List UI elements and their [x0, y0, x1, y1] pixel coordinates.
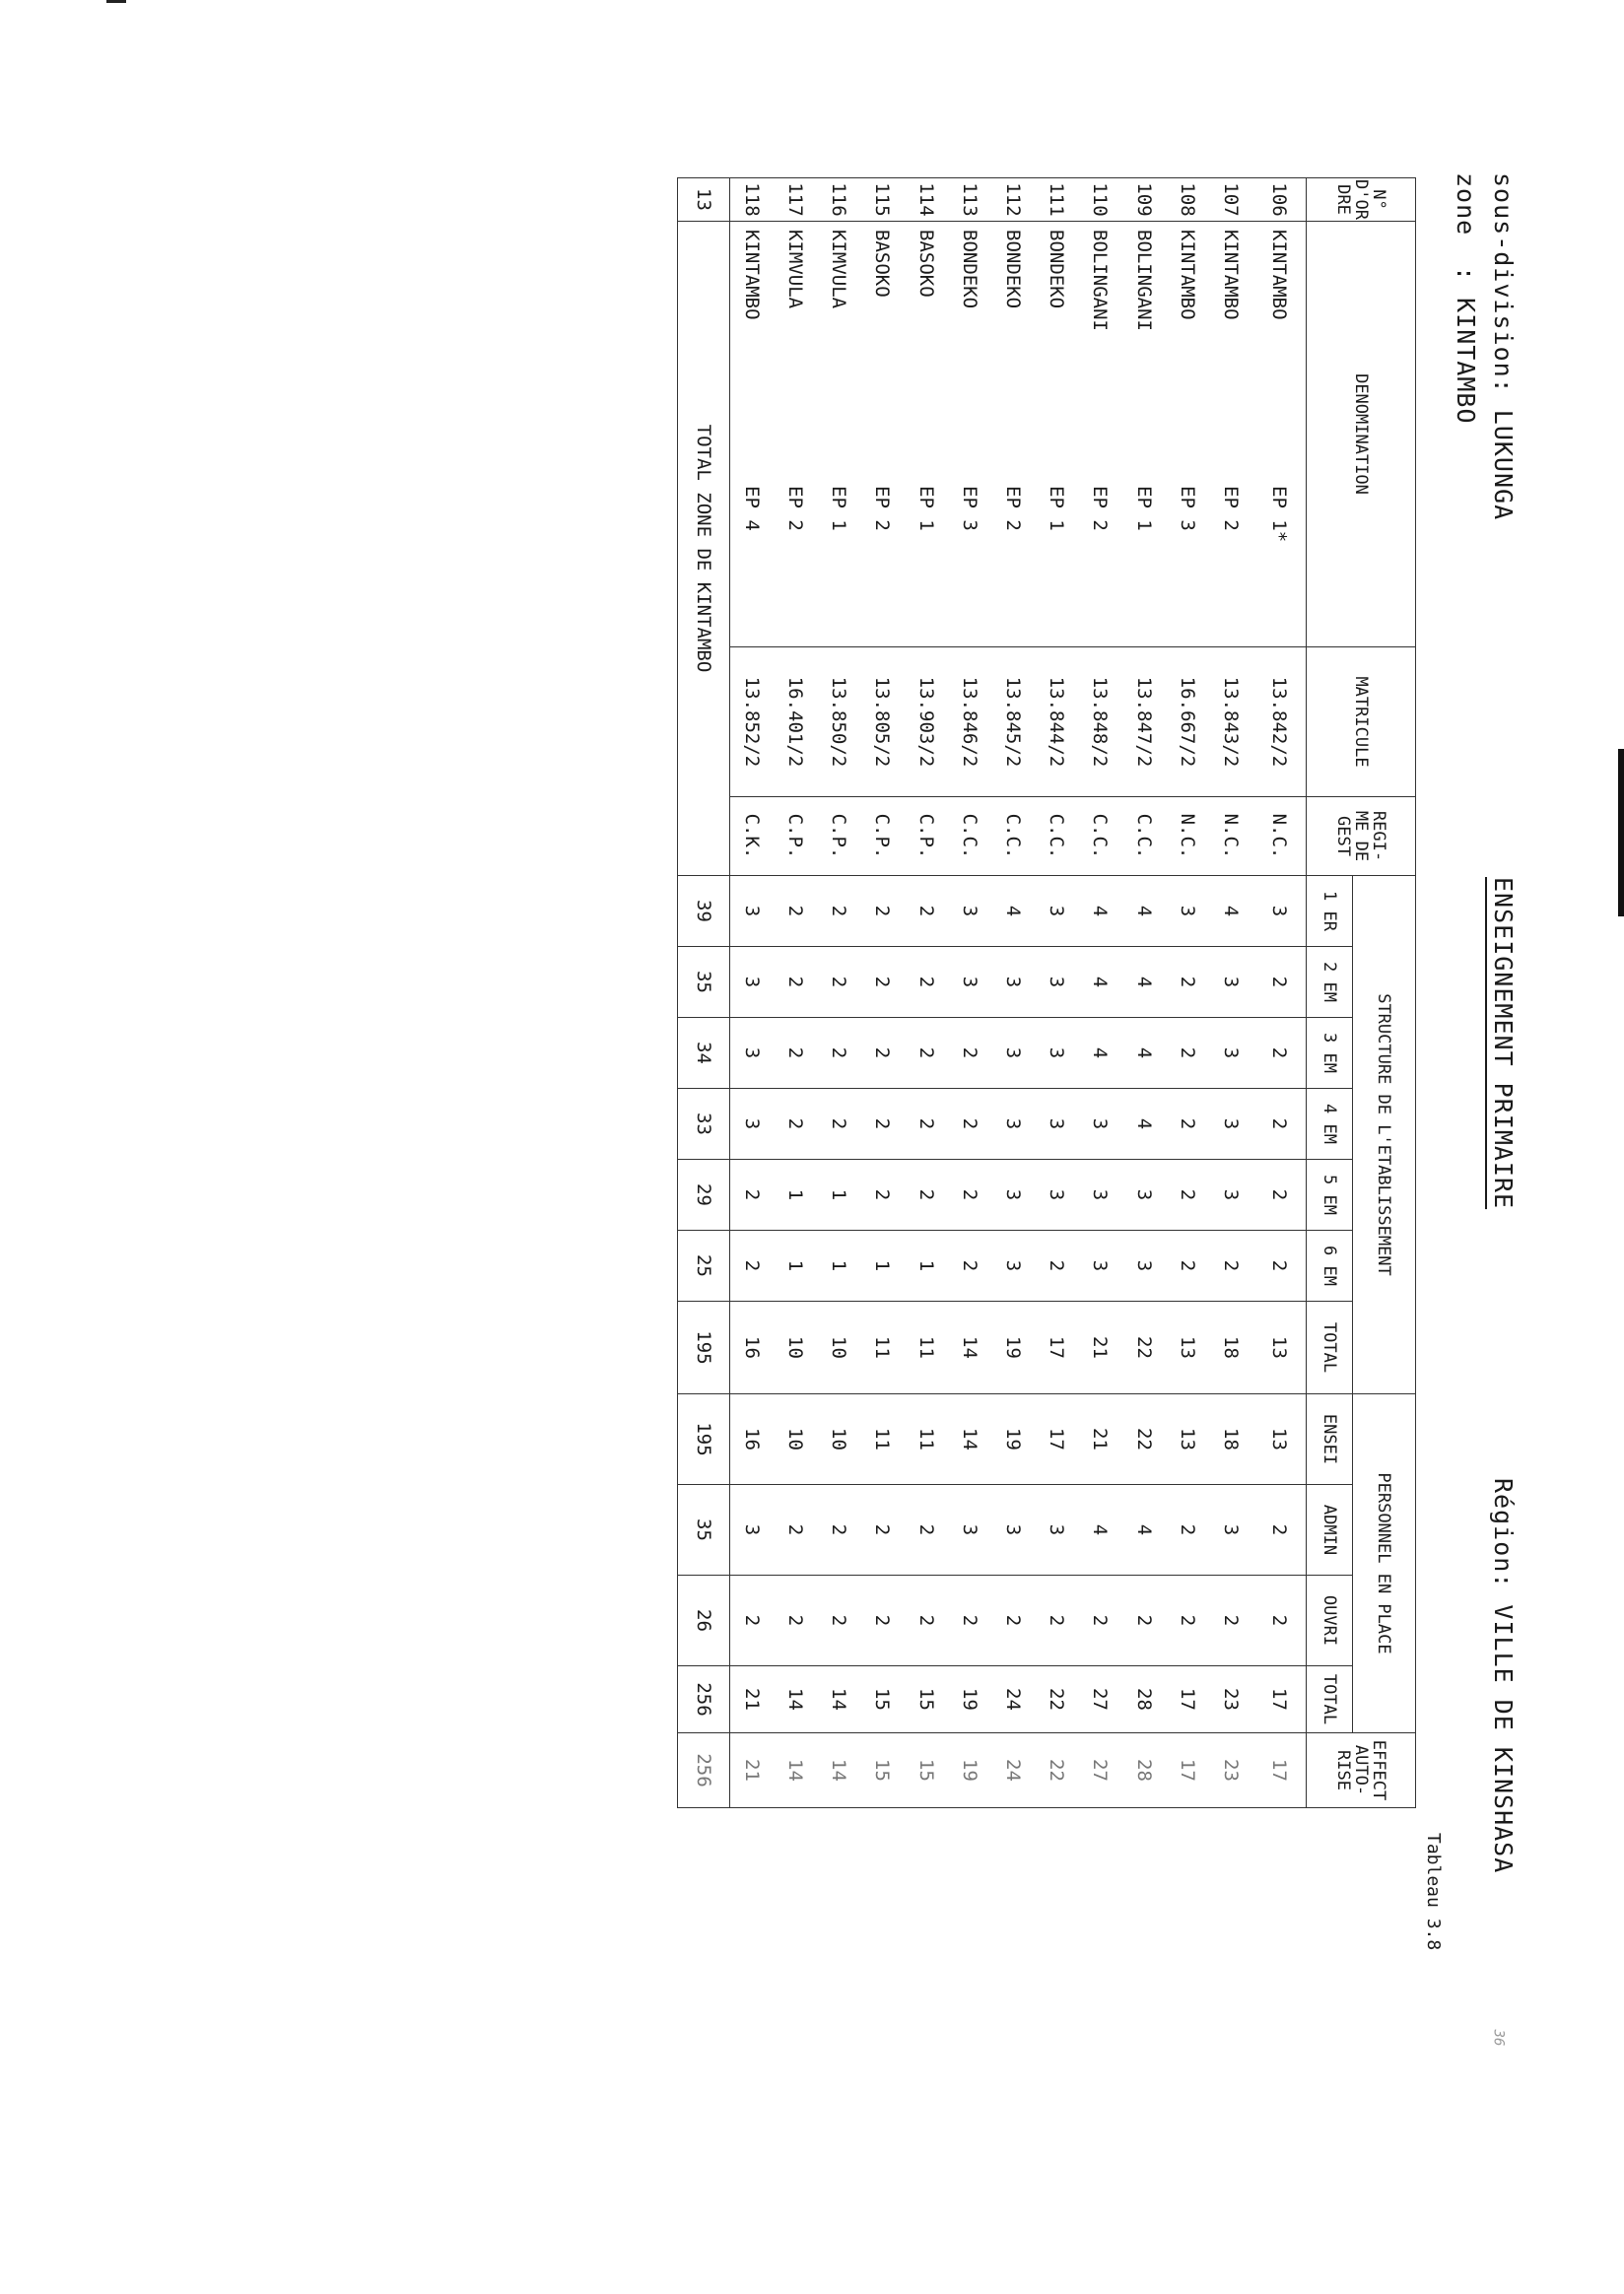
row-value: 4: [1121, 1485, 1165, 1576]
row-denomination: [817, 222, 860, 647]
row-value: 2: [948, 1089, 991, 1160]
school-type: EP 3: [1176, 486, 1198, 531]
row-number: 112: [991, 178, 1035, 222]
row-regime: C.P.: [905, 797, 948, 876]
row-value: 1: [774, 1160, 817, 1231]
row-value: 28: [1121, 1733, 1165, 1808]
row-value: 3: [1166, 876, 1209, 947]
school-name: KIMVULA: [828, 230, 850, 309]
school-type: EP 2: [1089, 486, 1112, 531]
row-value: 2: [905, 1485, 948, 1576]
table-row: [1078, 178, 1121, 1808]
header-3em: 3 EM: [1307, 1018, 1353, 1089]
row-value: 17: [1252, 1666, 1307, 1733]
row-value: 3: [1121, 1231, 1165, 1302]
row-value: 3: [991, 1231, 1035, 1302]
row-matricule: 13.852/2: [729, 647, 774, 797]
row-value: 16: [729, 1394, 774, 1485]
region-label: Région: VILLE DE KINSHASA: [1489, 1478, 1518, 1874]
row-value: 2: [991, 1576, 1035, 1666]
row-value: 2: [774, 1576, 817, 1666]
table-row: [860, 178, 904, 1808]
row-value: 3: [1078, 1160, 1121, 1231]
zone-value: : KINTAMBO: [1452, 266, 1480, 425]
table-row: [905, 178, 948, 1808]
row-matricule: 13.843/2: [1209, 647, 1252, 797]
school-name: BONDEKO: [1046, 230, 1068, 309]
row-matricule: 13.845/2: [991, 647, 1035, 797]
total-cell: 34: [677, 1018, 729, 1089]
school-name: KIMVULA: [784, 230, 807, 309]
school-type: EP 2: [1001, 486, 1024, 531]
header-ouvri: OUVRI: [1307, 1576, 1353, 1666]
school-type: EP 1: [828, 486, 850, 531]
row-value: 2: [1166, 947, 1209, 1018]
total-cell: 195: [677, 1302, 729, 1394]
total-cell: 29: [677, 1160, 729, 1231]
total-cell: 25: [677, 1231, 729, 1302]
row-value: 2: [1252, 1231, 1307, 1302]
row-number: 106: [1252, 178, 1307, 222]
row-value: 1: [774, 1231, 817, 1302]
row-regime: C.P.: [817, 797, 860, 876]
row-value: 1: [817, 1231, 860, 1302]
row-value: 22: [1121, 1302, 1165, 1394]
row-value: 4: [1121, 876, 1165, 947]
row-value: 2: [817, 1018, 860, 1089]
total-cell: 256: [677, 1733, 729, 1808]
row-number: 110: [1078, 178, 1121, 222]
row-value: 2: [774, 1485, 817, 1576]
row-value: 16: [729, 1302, 774, 1394]
school-type: EP 1*: [1268, 486, 1290, 543]
row-value: 2: [860, 1089, 904, 1160]
row-denomination: [948, 222, 991, 647]
row-value: 4: [1078, 1018, 1121, 1089]
row-value: 4: [1121, 947, 1165, 1018]
row-value: 10: [774, 1394, 817, 1485]
header-structure-total: TOTAL: [1307, 1302, 1353, 1394]
row-value: 17: [1252, 1733, 1307, 1808]
row-regime: C.C.: [991, 797, 1035, 876]
table-row: [1252, 178, 1307, 1808]
school-name: KINTAMBO: [1219, 230, 1242, 320]
row-value: 2: [817, 1089, 860, 1160]
header-effect: EFFECT AUTO- RISE: [1307, 1733, 1416, 1808]
total-cell: 39: [677, 876, 729, 947]
row-value: 2: [774, 876, 817, 947]
corner-scan-mark: [106, 0, 126, 3]
row-value: 3: [991, 1160, 1035, 1231]
header-denomination: DENOMINATION: [1307, 222, 1416, 647]
row-value: 3: [1209, 1160, 1252, 1231]
row-value: 21: [1078, 1394, 1121, 1485]
row-regime: N.C.: [1252, 797, 1307, 876]
school-type: EP 1: [1132, 486, 1155, 531]
row-value: 17: [1035, 1302, 1078, 1394]
row-number: 111: [1035, 178, 1078, 222]
row-value: 2: [1035, 1231, 1078, 1302]
row-value: 2: [817, 947, 860, 1018]
row-matricule: 13.847/2: [1121, 647, 1165, 797]
row-value: 3: [948, 876, 991, 947]
row-number: 115: [860, 178, 904, 222]
row-value: 3: [729, 876, 774, 947]
row-number: 114: [905, 178, 948, 222]
row-value: 4: [1121, 1089, 1165, 1160]
page-number: 36: [1490, 2029, 1507, 2047]
row-value: 3: [948, 1485, 991, 1576]
school-type: EP 2: [784, 486, 807, 531]
row-value: 14: [774, 1733, 817, 1808]
row-value: 2: [1252, 1089, 1307, 1160]
row-value: 22: [1035, 1666, 1078, 1733]
row-value: 3: [1252, 876, 1307, 947]
row-value: 4: [991, 876, 1035, 947]
row-value: 2: [1252, 1576, 1307, 1666]
row-regime: N.C.: [1209, 797, 1252, 876]
row-value: 2: [948, 1160, 991, 1231]
header-structure: STRUCTURE DE L'ETABLISSEMENT: [1353, 876, 1416, 1394]
row-value: 14: [817, 1666, 860, 1733]
row-value: 10: [817, 1302, 860, 1394]
row-value: 2: [817, 876, 860, 947]
row-value: 2: [860, 1160, 904, 1231]
row-value: 13: [1252, 1394, 1307, 1485]
total-cell: 195: [677, 1394, 729, 1485]
row-value: 3: [1121, 1160, 1165, 1231]
row-value: 2: [860, 876, 904, 947]
row-value: 4: [1209, 876, 1252, 947]
school-name: BONDEKO: [958, 230, 981, 309]
row-value: 13: [1252, 1302, 1307, 1394]
school-name: KINTAMBO: [1176, 230, 1198, 320]
row-value: 19: [991, 1394, 1035, 1485]
school-type: EP 1: [1046, 486, 1068, 531]
row-value: 2: [860, 1576, 904, 1666]
school-name: KINTAMBO: [1268, 230, 1290, 320]
row-value: 2: [1252, 1160, 1307, 1231]
row-value: 4: [1121, 1018, 1165, 1089]
total-row: [677, 178, 729, 1808]
row-value: 15: [860, 1666, 904, 1733]
table-body: [729, 178, 1306, 1808]
row-value: 3: [1209, 1089, 1252, 1160]
school-name: BOLINGANI: [1089, 230, 1112, 331]
row-value: 11: [860, 1302, 904, 1394]
row-value: 2: [774, 947, 817, 1018]
school-name: BASOKO: [914, 230, 937, 298]
header-2em: 2 EM: [1307, 947, 1353, 1018]
header-4em: 4 EM: [1307, 1089, 1353, 1160]
row-value: 3: [991, 1018, 1035, 1089]
row-value: 22: [1035, 1733, 1078, 1808]
row-value: 2: [1166, 1160, 1209, 1231]
row-value: 21: [729, 1666, 774, 1733]
schools-table: [677, 177, 1416, 1808]
row-value: 2: [905, 876, 948, 947]
header-6em: 6 EM: [1307, 1231, 1353, 1302]
row-value: 2: [948, 1576, 991, 1666]
row-value: 2: [1252, 947, 1307, 1018]
total-cell: 35: [677, 1485, 729, 1576]
row-value: 1: [817, 1160, 860, 1231]
document-title: ENSEIGNEMENT PRIMAIRE: [1489, 877, 1518, 1210]
header-row-groups: [1353, 178, 1416, 1808]
row-value: 3: [1078, 1089, 1121, 1160]
row-value: 19: [948, 1666, 991, 1733]
row-denomination: [905, 222, 948, 647]
header-regime: REGI- ME DE GEST: [1307, 797, 1416, 876]
row-matricule: 13.846/2: [948, 647, 991, 797]
row-value: 3: [1209, 1018, 1252, 1089]
total-cell: 33: [677, 1089, 729, 1160]
row-value: 2: [1035, 1576, 1078, 1666]
row-value: 3: [1035, 876, 1078, 947]
row-value: 1: [905, 1231, 948, 1302]
row-value: 24: [991, 1733, 1035, 1808]
row-denomination: [991, 222, 1035, 647]
row-value: 2: [729, 1576, 774, 1666]
total-label: TOTAL ZONE DE KINTAMBO: [677, 222, 729, 876]
row-regime: C.C.: [1078, 797, 1121, 876]
row-value: 3: [991, 1089, 1035, 1160]
row-value: 2: [1166, 1018, 1209, 1089]
school-name: BOLINGANI: [1132, 230, 1155, 331]
row-value: 4: [1078, 947, 1121, 1018]
row-value: 2: [860, 1018, 904, 1089]
header-1er: 1 ER: [1307, 876, 1353, 947]
row-value: 3: [729, 947, 774, 1018]
row-matricule: 16.401/2: [774, 647, 817, 797]
row-value: 2: [1166, 1231, 1209, 1302]
row-value: 11: [905, 1302, 948, 1394]
row-denomination: [1166, 222, 1209, 647]
row-value: 2: [1252, 1018, 1307, 1089]
row-value: 24: [991, 1666, 1035, 1733]
row-value: 2: [1166, 1089, 1209, 1160]
row-value: 23: [1209, 1733, 1252, 1808]
header-ensei: ENSEI: [1307, 1394, 1353, 1485]
row-number: 116: [817, 178, 860, 222]
row-value: 2: [948, 1018, 991, 1089]
row-regime: N.C.: [1166, 797, 1209, 876]
row-value: 27: [1078, 1733, 1121, 1808]
row-value: 2: [905, 1018, 948, 1089]
row-value: 2: [1121, 1576, 1165, 1666]
row-value: 15: [860, 1733, 904, 1808]
row-value: 18: [1209, 1302, 1252, 1394]
row-regime: C.P.: [774, 797, 817, 876]
row-value: 2: [1166, 1485, 1209, 1576]
row-value: 13: [1166, 1394, 1209, 1485]
row-denomination: [1252, 222, 1307, 647]
row-value: 2: [905, 1160, 948, 1231]
school-type: EP 1: [914, 486, 937, 531]
table-row: [991, 178, 1035, 1808]
row-denomination: [1035, 222, 1078, 647]
row-matricule: 13.848/2: [1078, 647, 1121, 797]
row-value: 4: [1078, 1485, 1121, 1576]
row-regime: C.C.: [1035, 797, 1078, 876]
row-value: 10: [774, 1302, 817, 1394]
row-value: 19: [991, 1302, 1035, 1394]
row-value: 2: [1209, 1576, 1252, 1666]
school-type: EP 2: [871, 486, 894, 531]
row-value: 17: [1166, 1733, 1209, 1808]
row-number: 118: [729, 178, 774, 222]
row-number: 113: [948, 178, 991, 222]
row-denomination: [1209, 222, 1252, 647]
row-value: 2: [905, 1576, 948, 1666]
row-value: 3: [1209, 1485, 1252, 1576]
row-matricule: 16.667/2: [1166, 647, 1209, 797]
row-value: 2: [774, 1018, 817, 1089]
table-row: [1121, 178, 1165, 1808]
row-value: 14: [948, 1302, 991, 1394]
rotated-document-sheet: [581, 168, 1518, 1951]
row-value: 2: [1209, 1231, 1252, 1302]
row-value: 13: [1166, 1302, 1209, 1394]
row-value: 11: [860, 1394, 904, 1485]
row-value: 2: [860, 947, 904, 1018]
subdivision-label: sous-division: LUKUNGA: [1489, 172, 1518, 521]
row-value: 3: [1035, 947, 1078, 1018]
row-matricule: 13.842/2: [1252, 647, 1307, 797]
row-value: 3: [1209, 947, 1252, 1018]
header-admin: ADMIN: [1307, 1485, 1353, 1576]
school-type: EP 4: [740, 486, 763, 531]
row-value: 23: [1209, 1666, 1252, 1733]
row-regime: C.C.: [948, 797, 991, 876]
row-value: 2: [905, 1089, 948, 1160]
table-row: [1035, 178, 1078, 1808]
row-value: 2: [729, 1231, 774, 1302]
zone-label: zone: [1452, 172, 1480, 236]
row-denomination: [1121, 222, 1165, 647]
school-type: EP 3: [958, 486, 981, 531]
row-regime: C.K.: [729, 797, 774, 876]
row-value: 14: [817, 1733, 860, 1808]
row-denomination: [729, 222, 774, 647]
school-type: EP 2: [1219, 486, 1242, 531]
total-cell: 26: [677, 1576, 729, 1666]
row-value: 3: [1035, 1089, 1078, 1160]
row-value: 2: [729, 1160, 774, 1231]
row-value: 3: [991, 1485, 1035, 1576]
row-value: 10: [817, 1394, 860, 1485]
row-value: 3: [729, 1018, 774, 1089]
row-value: 2: [860, 1485, 904, 1576]
row-value: 2: [817, 1485, 860, 1576]
header-personnel-total: TOTAL: [1307, 1666, 1353, 1733]
table-row: [729, 178, 774, 1808]
row-value: 2: [905, 947, 948, 1018]
header-num: N° D'OR DRE: [1307, 178, 1416, 222]
row-value: 3: [1035, 1485, 1078, 1576]
row-value: 22: [1121, 1394, 1165, 1485]
row-value: 14: [774, 1666, 817, 1733]
school-name: BASOKO: [871, 230, 894, 298]
row-value: 3: [1035, 1018, 1078, 1089]
row-number: 109: [1121, 178, 1165, 222]
row-value: 3: [1078, 1231, 1121, 1302]
edge-scan-mark: [1618, 749, 1624, 916]
row-denomination: [774, 222, 817, 647]
row-regime: C.C.: [1121, 797, 1165, 876]
row-value: 15: [905, 1733, 948, 1808]
row-value: 2: [1078, 1576, 1121, 1666]
table-row: [1209, 178, 1252, 1808]
row-value: 4: [1078, 876, 1121, 947]
row-matricule: 13.850/2: [817, 647, 860, 797]
header-personnel: PERSONNEL EN PLACE: [1353, 1394, 1416, 1733]
total-cell: 35: [677, 947, 729, 1018]
row-value: 28: [1121, 1666, 1165, 1733]
row-value: 18: [1209, 1394, 1252, 1485]
tableau-label: Tableau 3.8: [1423, 1833, 1444, 1951]
row-value: 14: [948, 1394, 991, 1485]
row-number: 117: [774, 178, 817, 222]
row-value: 2: [948, 1231, 991, 1302]
table-row: [817, 178, 860, 1808]
row-denomination: [1078, 222, 1121, 647]
row-value: 2: [817, 1576, 860, 1666]
row-denomination: [860, 222, 904, 647]
row-number: 107: [1209, 178, 1252, 222]
row-value: 17: [1035, 1394, 1078, 1485]
table-row: [774, 178, 817, 1808]
table-row: [1166, 178, 1209, 1808]
row-value: 3: [729, 1089, 774, 1160]
row-value: 17: [1166, 1666, 1209, 1733]
total-count: 13: [677, 178, 729, 222]
row-value: 3: [948, 947, 991, 1018]
header-matricule: MATRICULE: [1307, 647, 1416, 797]
total-cell: 256: [677, 1666, 729, 1733]
school-name: KINTAMBO: [740, 230, 763, 320]
row-matricule: 13.903/2: [905, 647, 948, 797]
row-value: 2: [1252, 1485, 1307, 1576]
row-value: 3: [991, 947, 1035, 1018]
row-value: 2: [774, 1089, 817, 1160]
header-5em: 5 EM: [1307, 1160, 1353, 1231]
row-value: 15: [905, 1666, 948, 1733]
row-value: 27: [1078, 1666, 1121, 1733]
row-value: 21: [1078, 1302, 1121, 1394]
table-row: [948, 178, 991, 1808]
row-value: 3: [1035, 1160, 1078, 1231]
row-number: 108: [1166, 178, 1209, 222]
row-value: 2: [1166, 1576, 1209, 1666]
row-value: 21: [729, 1733, 774, 1808]
row-regime: C.P.: [860, 797, 904, 876]
row-matricule: 13.844/2: [1035, 647, 1078, 797]
row-value: 3: [729, 1485, 774, 1576]
row-value: 19: [948, 1733, 991, 1808]
row-value: 1: [860, 1231, 904, 1302]
row-value: 11: [905, 1394, 948, 1485]
school-name: BONDEKO: [1001, 230, 1024, 309]
row-matricule: 13.805/2: [860, 647, 904, 797]
